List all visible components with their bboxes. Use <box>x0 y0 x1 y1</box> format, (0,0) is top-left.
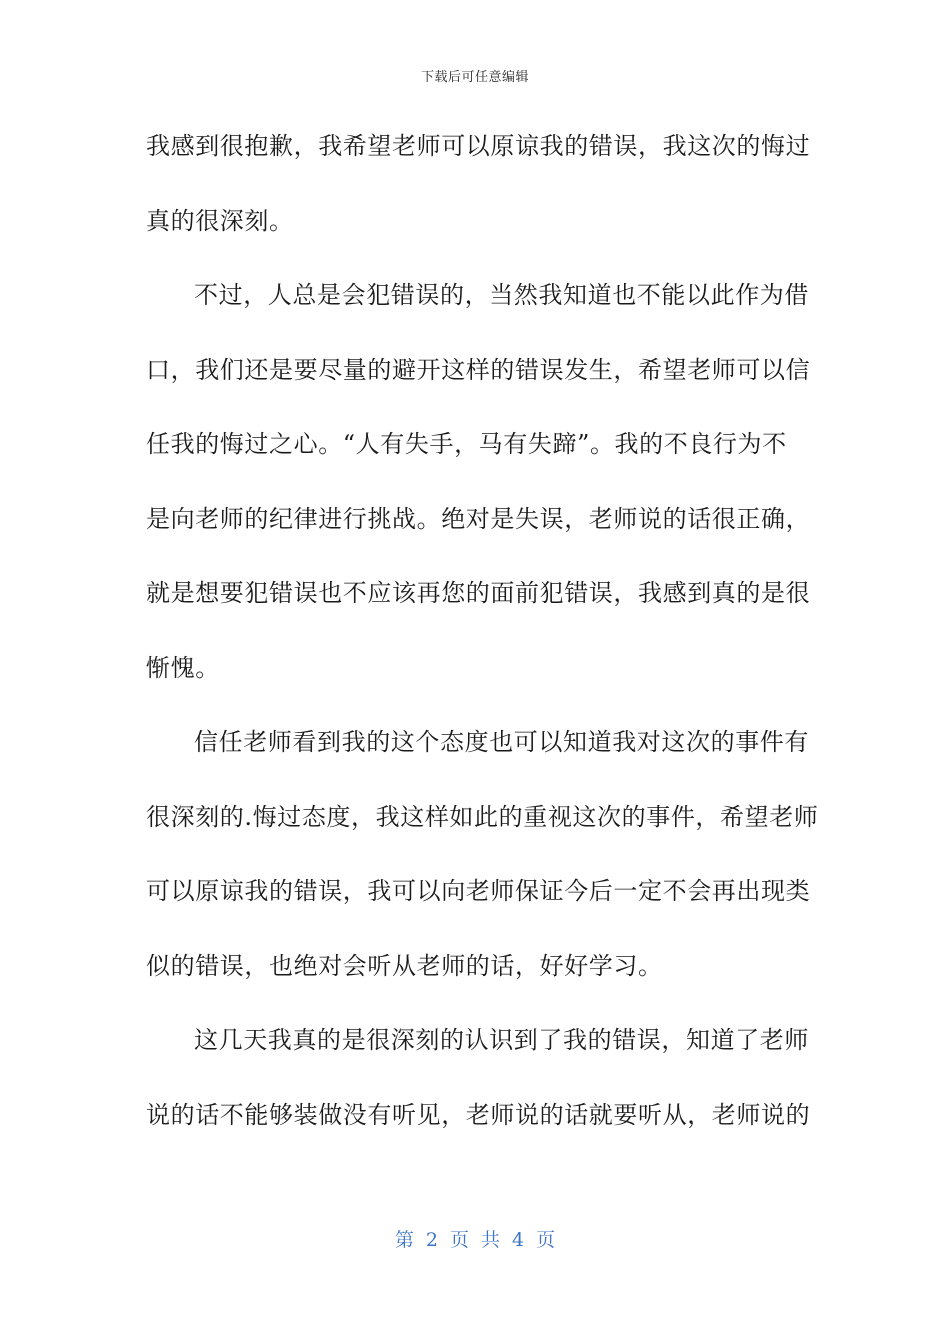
text-line-12: 似的错误，也绝对会听从老师的话，好好学习。 <box>146 951 663 980</box>
text-line-11: 可以原谅我的错误，我可以向老师保证今后一定不会再出现类 <box>146 877 811 905</box>
text-line-2: 真的很深刻。 <box>146 206 294 235</box>
text-line-9: 信任老师看到我的这个态度也可以知道我对这次的事件有 <box>194 728 809 756</box>
text-line-7: 就是想要犯错误也不应该再您的面前犯错误，我感到真的是很 <box>146 579 811 607</box>
text-line-13: 这几天我真的是很深刻的认识到了我的错误，知道了老师 <box>194 1026 809 1054</box>
text-line-1: 我感到很抱歉，我希望老师可以原谅我的错误，我这次的悔过 <box>146 132 811 160</box>
text-line-8: 惭愧。 <box>146 653 220 682</box>
text-line-3: 不过，人总是会犯错误的，当然我知道也不能以此作为借 <box>194 281 809 309</box>
text-line-6: 是向老师的纪律进行挑战。绝对是失误，老师说的话很正确， <box>146 504 811 533</box>
text-line-5: 任我的悔过之心。“人有失手，马有失蹄”。我的不良行为不 <box>146 430 787 458</box>
page-header: 下载后可任意编辑 <box>420 70 529 85</box>
text-line-10: 很深刻的.悔过态度，我这样如此的重视这次的事件，希望老师 <box>146 802 819 831</box>
page-number-footer: 第 2 页 共 4 页 <box>394 1229 556 1251</box>
document-body <box>146 124 819 1167</box>
text-line-4: 口，我们还是要尽量的避开这样的错误发生，希望老师可以信 <box>146 355 811 384</box>
text-line-14: 说的话不能够装做没有听见，老师说的话就要听从，老师说的 <box>146 1100 811 1129</box>
